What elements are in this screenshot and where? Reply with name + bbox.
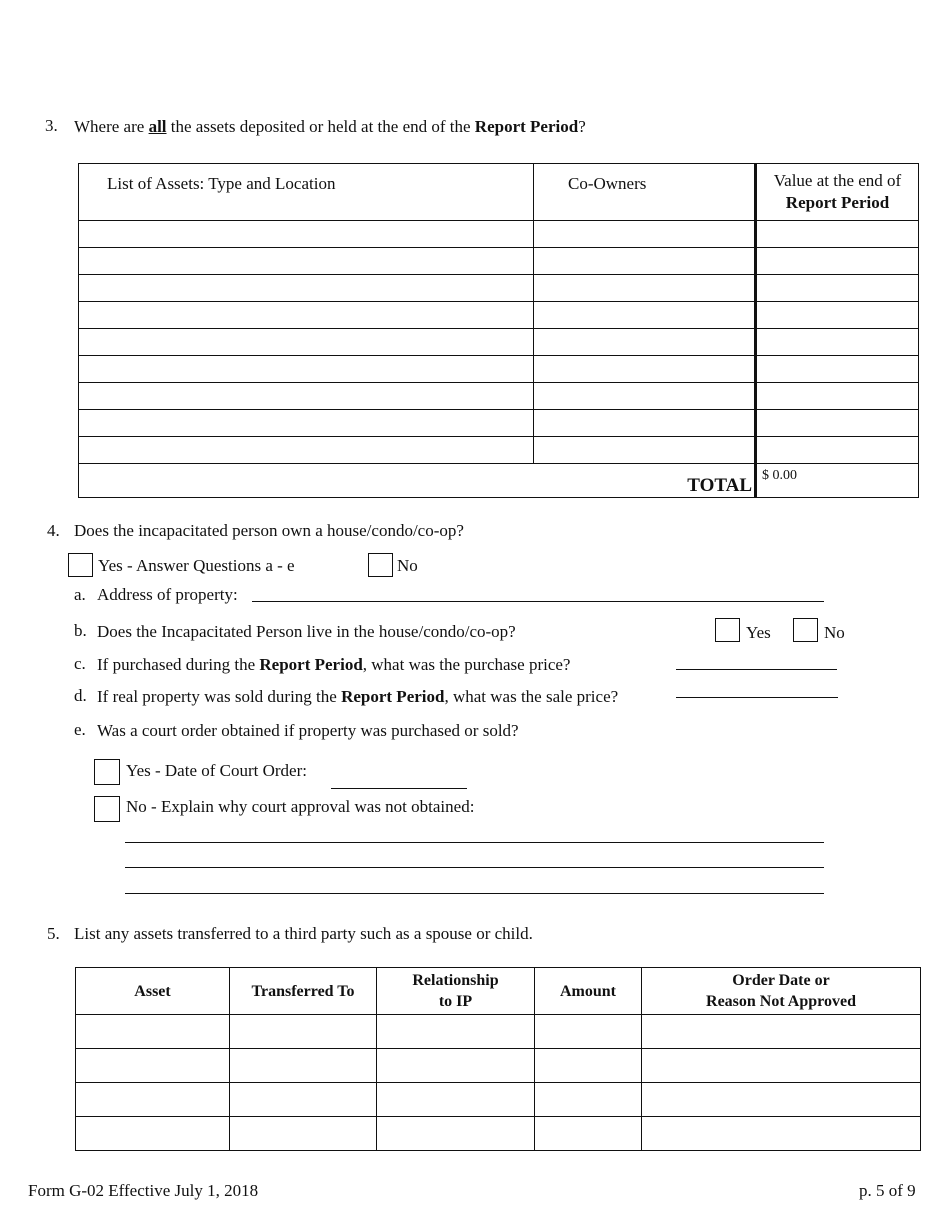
q4-yes-checkbox[interactable] bbox=[68, 553, 93, 577]
coowner-cell[interactable] bbox=[534, 437, 756, 464]
assets-table bbox=[78, 163, 919, 498]
q4-question: Does the incapacitated person own a house/condo/co-op? bbox=[74, 521, 464, 540]
transfers-col-order bbox=[642, 968, 921, 1015]
assets-row bbox=[79, 221, 919, 248]
asset-cell[interactable] bbox=[79, 437, 534, 464]
q4-yes-label: Yes - Answer Questions a - e bbox=[98, 556, 295, 575]
transfers-table-header bbox=[76, 968, 921, 1015]
transfers-col-relationship-line1: Relationship bbox=[412, 972, 499, 989]
q3-text-all: all bbox=[148, 117, 167, 136]
q4a-address-field[interactable] bbox=[252, 601, 824, 602]
transfers-row bbox=[76, 1015, 921, 1049]
asset-cell[interactable] bbox=[79, 221, 534, 248]
asset-cell[interactable] bbox=[79, 329, 534, 356]
q4e-text: Was a court order obtained if property was purchased or sold? bbox=[97, 721, 519, 740]
q4b-text: Does the Incapacitated Person live in the house/condo/co-op? bbox=[97, 622, 516, 641]
q3-number: 3. bbox=[45, 116, 58, 135]
transfer-relationship-cell[interactable] bbox=[377, 1117, 535, 1151]
transfers-row bbox=[76, 1083, 921, 1117]
footer-page-number: p. 5 of 9 bbox=[859, 1181, 916, 1200]
value-cell[interactable] bbox=[756, 383, 919, 410]
transfer-amount-cell[interactable] bbox=[535, 1015, 642, 1049]
assets-total-row bbox=[79, 464, 919, 498]
coowner-cell[interactable] bbox=[534, 329, 756, 356]
q4c-text-pre: If purchased during the bbox=[97, 655, 260, 674]
transfers-row bbox=[76, 1049, 921, 1083]
q3-text-mid: the assets deposited or held at the end of the bbox=[166, 117, 475, 136]
q4b-yes-label: Yes bbox=[746, 623, 771, 642]
assets-total-value[interactable]: $ 0.00 bbox=[756, 464, 919, 498]
q4c-purchase-price-field[interactable] bbox=[676, 669, 837, 670]
value-cell[interactable] bbox=[756, 275, 919, 302]
footer-form-id: Form G-02 Effective July 1, 2018 bbox=[28, 1181, 259, 1200]
assets-row bbox=[79, 275, 919, 302]
q5-number: 5. bbox=[47, 924, 60, 943]
q4e-yes-checkbox[interactable] bbox=[94, 759, 120, 785]
q4-number: 4. bbox=[47, 521, 60, 540]
transfer-to-cell[interactable] bbox=[230, 1117, 377, 1151]
asset-cell[interactable] bbox=[79, 410, 534, 437]
transfer-order-cell[interactable] bbox=[642, 1049, 921, 1083]
transfers-col-order-line2: Reason Not Approved bbox=[706, 993, 856, 1010]
transfer-asset-cell[interactable] bbox=[76, 1083, 230, 1117]
value-cell[interactable] bbox=[756, 221, 919, 248]
q4c-letter: c. bbox=[74, 654, 86, 673]
q4c-text bbox=[97, 655, 570, 675]
q4a-text: Address of property: bbox=[97, 585, 238, 604]
transfers-col-relationship bbox=[377, 968, 535, 1015]
q4c-text-post: , what was the purchase price? bbox=[362, 655, 571, 674]
assets-row bbox=[79, 302, 919, 329]
q4e-no-label: No - Explain why court approval was not obtained: bbox=[126, 797, 475, 816]
assets-col-coowners: Co-Owners bbox=[534, 164, 756, 221]
q4a-letter: a. bbox=[74, 585, 86, 604]
transfer-amount-cell[interactable] bbox=[535, 1049, 642, 1083]
q4-no-label: No bbox=[397, 556, 418, 575]
q4d-text-pre: If real property was sold during the bbox=[97, 687, 342, 706]
asset-cell[interactable] bbox=[79, 248, 534, 275]
transfers-col-relationship-line2: to IP bbox=[438, 993, 473, 1010]
assets-row bbox=[79, 437, 919, 464]
transfers-col-order-line1: Order Date or bbox=[732, 972, 830, 989]
assets-row bbox=[79, 248, 919, 275]
transfers-col-asset: Asset bbox=[76, 968, 230, 1015]
q3-text-pre: Where are bbox=[74, 117, 149, 136]
q4e-no-checkbox[interactable] bbox=[94, 796, 120, 822]
transfer-relationship-cell[interactable] bbox=[377, 1049, 535, 1083]
transfer-amount-cell[interactable] bbox=[535, 1117, 642, 1151]
assets-table-header bbox=[79, 164, 919, 221]
q4b-no-checkbox[interactable] bbox=[793, 618, 818, 642]
q4e-yes-label: Yes - Date of Court Order: bbox=[126, 761, 307, 780]
value-cell[interactable] bbox=[756, 329, 919, 356]
q4d-sale-price-field[interactable] bbox=[676, 697, 838, 698]
value-cell[interactable] bbox=[756, 248, 919, 275]
transfers-col-transferred-to: Transferred To bbox=[230, 968, 377, 1015]
transfer-order-cell[interactable] bbox=[642, 1015, 921, 1049]
transfer-relationship-cell[interactable] bbox=[377, 1083, 535, 1117]
transfer-amount-cell[interactable] bbox=[535, 1083, 642, 1117]
transfer-to-cell[interactable] bbox=[230, 1015, 377, 1049]
assets-row bbox=[79, 329, 919, 356]
assets-row bbox=[79, 383, 919, 410]
q3-text-end: ? bbox=[578, 117, 586, 136]
q4e-letter: e. bbox=[74, 720, 86, 739]
transfer-relationship-cell[interactable] bbox=[377, 1015, 535, 1049]
value-cell[interactable] bbox=[756, 356, 919, 383]
q3-question bbox=[74, 117, 586, 137]
transfers-row bbox=[76, 1117, 921, 1151]
transfer-asset-cell[interactable] bbox=[76, 1117, 230, 1151]
q4b-no-label: No bbox=[824, 623, 845, 642]
coowner-cell[interactable] bbox=[534, 356, 756, 383]
transfer-asset-cell[interactable] bbox=[76, 1015, 230, 1049]
assets-col-value bbox=[756, 164, 919, 221]
transfer-order-cell[interactable] bbox=[642, 1083, 921, 1117]
q4e-explain-line[interactable] bbox=[125, 867, 824, 868]
assets-col-value-line2: Report Period bbox=[785, 193, 890, 212]
q4d-text bbox=[97, 687, 618, 707]
coowner-cell[interactable] bbox=[534, 221, 756, 248]
q4b-yes-checkbox[interactable] bbox=[715, 618, 740, 642]
transfers-col-amount: Amount bbox=[535, 968, 642, 1015]
q4e-explain-line[interactable] bbox=[125, 893, 824, 894]
coowner-cell[interactable] bbox=[534, 275, 756, 302]
q4d-letter: d. bbox=[74, 686, 87, 705]
asset-cell[interactable] bbox=[79, 275, 534, 302]
q4-no-checkbox[interactable] bbox=[368, 553, 393, 577]
coowner-cell[interactable] bbox=[534, 383, 756, 410]
transfers-table bbox=[75, 967, 921, 1151]
asset-cell[interactable] bbox=[79, 383, 534, 410]
transfer-to-cell[interactable] bbox=[230, 1083, 377, 1117]
transfer-order-cell[interactable] bbox=[642, 1117, 921, 1151]
coowner-cell[interactable] bbox=[534, 302, 756, 329]
q4d-text-post: , what was the sale price? bbox=[444, 687, 619, 706]
assets-row bbox=[79, 356, 919, 383]
asset-cell[interactable] bbox=[79, 356, 534, 383]
q4d-text-bold: Report Period bbox=[341, 687, 445, 706]
q4e-court-order-date-field[interactable] bbox=[331, 788, 467, 789]
q4c-text-bold: Report Period bbox=[259, 655, 363, 674]
assets-row bbox=[79, 410, 919, 437]
coowner-cell[interactable] bbox=[534, 410, 756, 437]
asset-cell[interactable] bbox=[79, 302, 534, 329]
transfer-to-cell[interactable] bbox=[230, 1049, 377, 1083]
q5-question: List any assets transferred to a third party such as a spouse or child. bbox=[74, 924, 533, 943]
value-cell[interactable] bbox=[756, 437, 919, 464]
coowner-cell[interactable] bbox=[534, 248, 756, 275]
q4b-letter: b. bbox=[74, 621, 87, 640]
q4e-explain-line[interactable] bbox=[125, 842, 824, 843]
value-cell[interactable] bbox=[756, 302, 919, 329]
assets-col-value-line1: Value at the end of bbox=[773, 171, 902, 190]
q3-text-bold: Report Period bbox=[474, 117, 579, 136]
transfer-asset-cell[interactable] bbox=[76, 1049, 230, 1083]
assets-col-list: List of Assets: Type and Location bbox=[79, 164, 534, 221]
assets-total-label: TOTAL bbox=[79, 464, 756, 498]
value-cell[interactable] bbox=[756, 410, 919, 437]
